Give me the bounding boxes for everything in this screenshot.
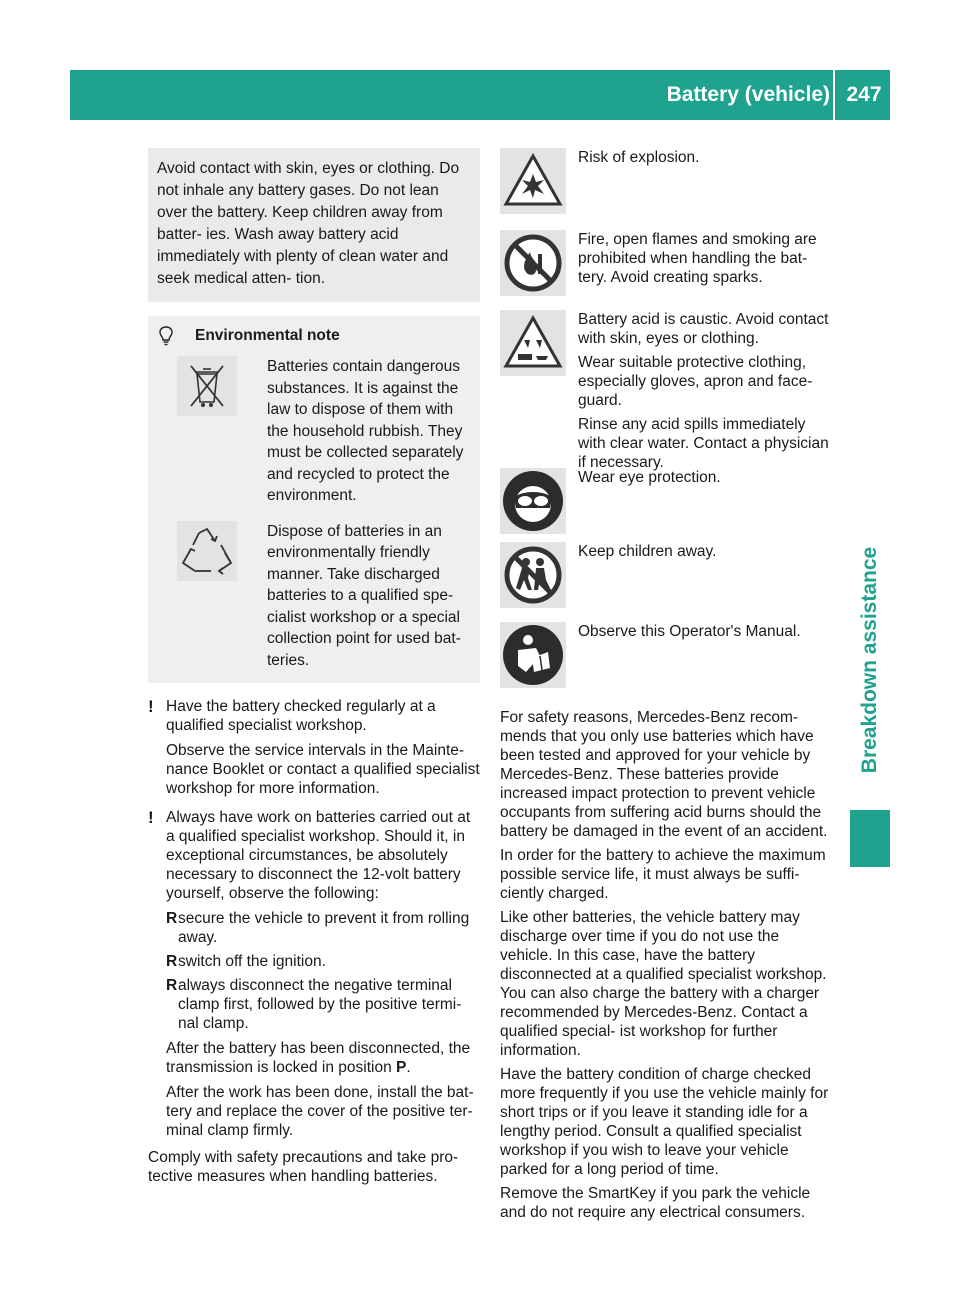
symbol-row <box>500 148 835 220</box>
symbol-text <box>578 230 835 300</box>
symbol-row <box>500 542 835 612</box>
symbol-text <box>578 468 721 532</box>
body-paragraph: In order for the battery to achieve the maximum possible service life, it must always be suffi- ciently charged. <box>500 847 826 902</box>
symbol-row <box>500 310 835 471</box>
section-tab <box>850 546 890 774</box>
bullet-item: R switch off the ignition. <box>166 953 326 970</box>
closing-paragraph: Comply with safety precautions and take pro- tective measures when handling batteries. <box>148 1149 459 1185</box>
environmental-item-text: Batteries contain dangerous substances. It is against the law to dispose of them with the household rubbish. They must be collected separately and recycled to protect the environment. <box>267 358 464 504</box>
notice-icon: ! <box>148 697 154 716</box>
environmental-item-text: Dispose of batteries in an environmentally friendly manner. Take discharged batteries to a qualified spe- cialist workshop or a special collection point for used bat- teries. <box>267 522 461 669</box>
crossed-bin-icon <box>177 356 237 416</box>
symbol-paragraph: Risk of explosion. <box>578 149 700 166</box>
environmental-note-title: Environmental note <box>195 327 340 344</box>
symbol-paragraph: Observe this Operator's Manual. <box>578 623 801 640</box>
notice-icon: ! <box>148 808 154 827</box>
symbol-row <box>500 468 835 532</box>
symbol-text <box>578 542 716 612</box>
symbol-row <box>500 230 835 300</box>
symbol-paragraph: Rinse any acid spills immediately with clear water. Contact a physician if necessary. <box>578 416 829 471</box>
no-fire-icon <box>500 230 566 296</box>
transmission-text: After the battery has been disconnected, the transmission is locked in position <box>166 1040 471 1076</box>
notice-paragraph: After the work has been done, install the bat- tery and replace the cover of the positive ter- minal clamp firmly. <box>166 1084 474 1139</box>
read-manual-icon <box>500 622 566 688</box>
keep-children-away-icon <box>500 542 566 608</box>
page-title: Battery (vehicle) <box>666 83 830 106</box>
eye-protection-icon <box>500 468 566 534</box>
symbol-paragraph: Wear suitable protective clothing, especially gloves, apron and face- guard. <box>578 354 813 409</box>
environmental-note-header <box>157 326 471 346</box>
bullet-text: secure the vehicle to prevent it from rolling away. <box>178 910 470 946</box>
symbol-text <box>578 310 835 471</box>
section-marker <box>850 810 890 867</box>
bullet-list <box>166 909 480 1033</box>
right-column <box>500 148 835 1227</box>
notice-body <box>166 697 480 804</box>
explosion-warning-icon <box>500 148 566 214</box>
recycle-icon <box>177 521 237 581</box>
notice-paragraph <box>166 1039 480 1077</box>
period: . <box>406 1059 411 1076</box>
header-divider <box>833 70 835 120</box>
symbol-paragraph: Fire, open flames and smoking are prohibited when handling the bat- tery. Avoid creating sparks. <box>578 231 817 286</box>
body-text <box>500 708 835 1222</box>
environmental-item <box>157 521 471 672</box>
body-paragraph: Like other batteries, the vehicle battery may discharge over time if you do not use the vehicle. In this case, have the battery disconnected at a qualified specialist workshop. You can also charge the battery with a charger recommended by Mercedes-Benz. Contact a qualified special- ist workshop for further information. <box>500 909 827 1059</box>
body-paragraph: Remove the SmartKey if you park the vehicle and do not require any electrical consumers. <box>500 1185 811 1221</box>
bullet-item: R secure the vehicle to prevent it from rolling away. <box>166 909 480 947</box>
bullet-text: switch off the ignition. <box>178 953 326 970</box>
body-paragraph: For safety reasons, Mercedes-Benz recom- mends that you only use batteries which have been tested and approved for your vehicle by Mercedes-Benz. These batteries provide increased impact protection to prevent vehicle occupants from suffering acid burns should the battery be damaged in the event of an accident. <box>500 709 828 840</box>
notice-paragraph: Always have work on batteries carried out at a qualified specialist workshop. Should it, in exceptional circumstances, be absolutely necessary to disconnect the 12-volt battery yourself, observe the following: <box>166 809 471 902</box>
corrosive-warning-icon <box>500 310 566 376</box>
page-number: 247 <box>846 83 882 106</box>
bullet-item: R always disconnect the negative terminal clamp first, followed by the positive termi- nal clamp. <box>166 976 480 1033</box>
left-column <box>148 148 480 1186</box>
symbol-text <box>578 148 699 220</box>
notice-2 <box>148 808 480 1146</box>
warning-box: Avoid contact with skin, eyes or clothing. Do not inhale any battery gases. Do not lean over the battery. Keep children away from batter- ies. Wash away battery acid immediately with plenty of clean water and seek medical atten- tion. <box>148 148 480 302</box>
body-paragraph: Have the battery condition of charge checked more frequently if you use the vehicle mainly for short trips or if you leave it standing idle for a lengthy period. Consult a qualified specialist workshop if you wish to leave your vehicle parked for a long period of time. <box>500 1066 829 1178</box>
section-label: Breakdown assistance <box>858 546 881 774</box>
environmental-item <box>157 356 471 507</box>
bullet-text: always disconnect the negative terminal clamp first, followed by the positive termi- nal clamp. <box>178 977 462 1032</box>
symbol-paragraph: Wear eye protection. <box>578 469 721 486</box>
lightbulb-icon <box>157 326 175 346</box>
notice-body <box>166 808 480 1146</box>
symbol-paragraph: Keep children away. <box>578 543 717 560</box>
symbol-row <box>500 622 835 698</box>
position-label: P <box>396 1059 407 1076</box>
symbol-text <box>578 622 801 698</box>
notice-paragraph: Have the battery checked regularly at a qualified specialist workshop. <box>166 698 436 734</box>
notice-1 <box>148 697 480 804</box>
symbol-paragraph: Battery acid is caustic. Avoid contact with skin, eyes or clothing. <box>578 311 829 347</box>
environmental-note <box>148 316 480 683</box>
notice-paragraph: Observe the service intervals in the Mainte- nance Booklet or contact a qualified specialist workshop for more information. <box>166 742 480 797</box>
